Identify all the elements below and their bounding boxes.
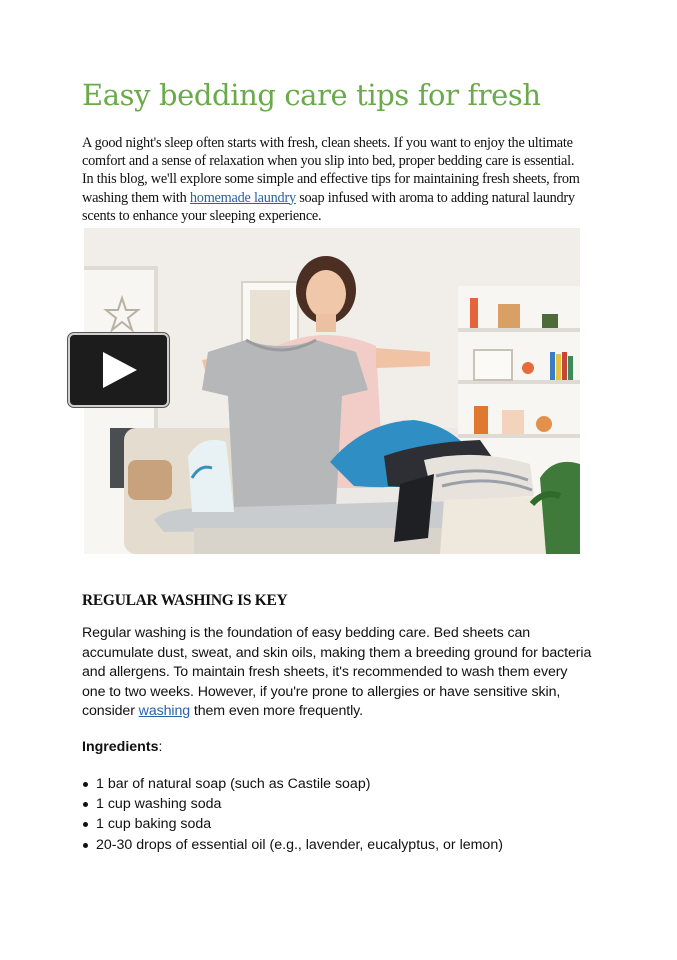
homemade-laundry-link[interactable]: homemade laundry: [189, 189, 296, 206]
washing-link[interactable]: washing: [138, 703, 191, 720]
list-item: 20-30 drops of essential oil (e.g., lavender, eucalyptus, or lemon): [82, 835, 503, 855]
paragraph-text-after-link: them even more frequently.: [190, 703, 363, 720]
ingredients-label-colon: :: [158, 739, 163, 755]
intro-text-after-link: soap infused with aroma to adding natural laundry scents to enhance your sleeping experience.: [82, 189, 575, 224]
list-item: 1 bar of natural soap (such as Castile soap): [82, 774, 503, 794]
intro-text-before-link: A good night's sleep often starts with fresh, clean sheets. If you want to enjoy the ultimate comfort and a sense of relaxation when you slip into bed, proper bedding care is essential. In this blog, we'll explore some simple and effective tips for maintaining fresh sheets, from washing them with: [82, 135, 580, 206]
section-heading: REGULAR WASHING IS KEY: [82, 592, 288, 609]
ingredients-label: [82, 739, 162, 755]
intro-paragraph: [82, 134, 584, 225]
play-icon: [99, 350, 139, 390]
section-paragraph: [82, 624, 592, 722]
list-item: 1 cup baking soda: [82, 814, 503, 834]
ingredients-list: [82, 774, 503, 855]
list-item: 1 cup washing soda: [82, 794, 503, 814]
page-title: Easy bedding care tips for fresh: [82, 78, 541, 112]
paragraph-text-before-link: Regular washing is the foundation of easy bedding care. Bed sheets can accumulate dust, sweat, and skin oils, making them a breeding ground for bacteria and allergens. To maintain fresh sheets, it's recommended to wash them every one to two weeks. However, if you're prone to allergies or have sensitive skin, consider: [82, 625, 592, 720]
video-play-button[interactable]: [68, 333, 169, 407]
ingredients-label-text: Ingredients: [82, 739, 159, 755]
